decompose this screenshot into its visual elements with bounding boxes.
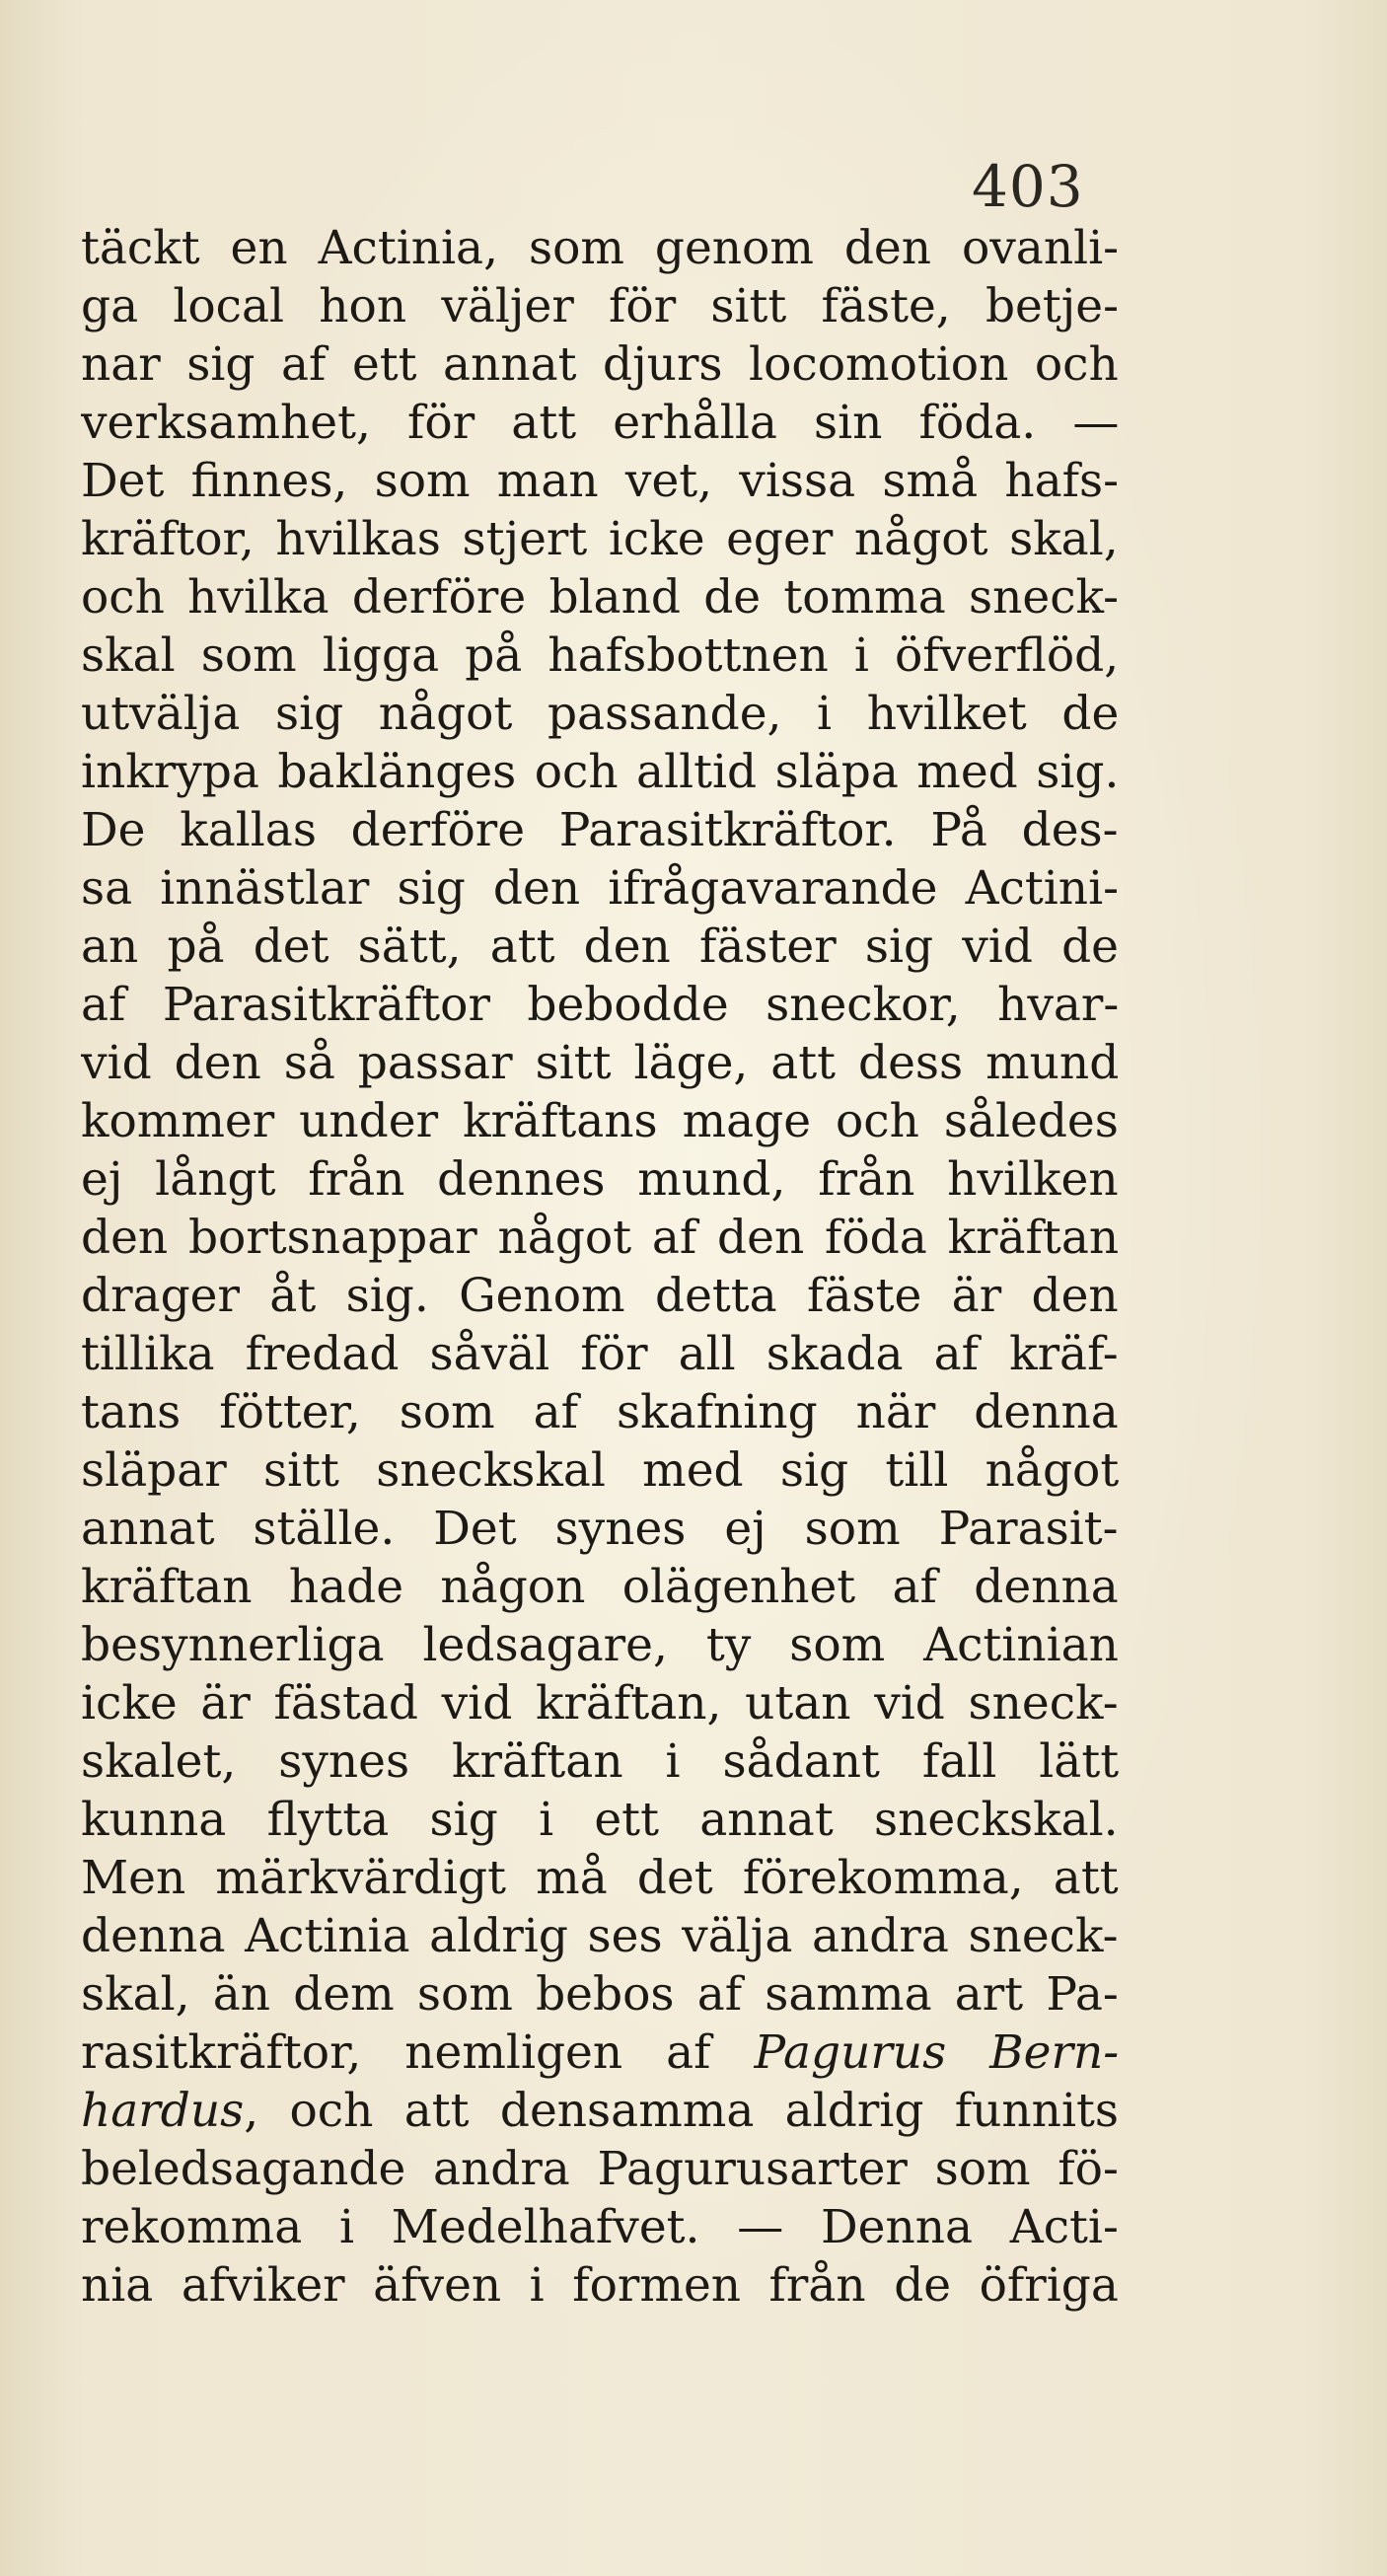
text-line-35 bbox=[81, 2198, 1119, 2256]
text-run: skalet, synes kräftan i sådant fall lätt bbox=[81, 1734, 1119, 1789]
text-line-18 bbox=[81, 1209, 1119, 1267]
text-run: verksamhet, för att erhålla sin föda. — bbox=[81, 396, 1119, 450]
text-run: Det finnes, som man vet, vissa små hafs- bbox=[81, 454, 1119, 508]
text-run: inkrypa baklänges och alltid släpa med sig. bbox=[81, 745, 1119, 799]
text-run: drager åt sig. Genom detta fäste är den bbox=[81, 1269, 1119, 1323]
text-line-23 bbox=[81, 1500, 1119, 1558]
text-line-28 bbox=[81, 1791, 1119, 1849]
text-run: sa innästlar sig den ifrågavarande Actini- bbox=[81, 861, 1119, 916]
text-run: , och att densamma aldrig funnits bbox=[244, 2084, 1119, 2138]
text-line-22 bbox=[81, 1441, 1119, 1500]
text-line-20 bbox=[81, 1325, 1119, 1383]
body-text bbox=[81, 219, 1119, 2315]
text-run: af Parasitkräftor bebodde sneckor, hvar- bbox=[81, 978, 1119, 1032]
text-line-11 bbox=[81, 801, 1119, 859]
text-line-15 bbox=[81, 1034, 1119, 1092]
text-line-19 bbox=[81, 1267, 1119, 1325]
text-line-32 bbox=[81, 2024, 1119, 2082]
text-run: tillika fredad såväl för all skada af kräf- bbox=[81, 1327, 1119, 1381]
text-run: vid den så passar sitt läge, att dess mund bbox=[81, 1036, 1119, 1090]
text-run: ej långt från dennes mund, från hvilken bbox=[81, 1152, 1119, 1207]
page-number: 403 bbox=[972, 153, 1084, 220]
text-run: nar sig af ett annat djurs locomotion och bbox=[81, 337, 1119, 392]
text-run: kunna flytta sig i ett annat sneckskal. bbox=[81, 1793, 1119, 1847]
text-line-14 bbox=[81, 976, 1119, 1034]
text-line-24 bbox=[81, 1558, 1119, 1616]
text-line-1 bbox=[81, 219, 1119, 277]
text-line-16 bbox=[81, 1092, 1119, 1150]
text-run: kräftan hade någon olägenhet af denna bbox=[81, 1560, 1119, 1614]
text-run: kräftor, hvilkas stjert icke eger något skal, bbox=[81, 512, 1119, 566]
text-run: täckt en Actinia, som genom den ovanli- bbox=[81, 221, 1119, 275]
text-run: skal som ligga på hafsbottnen i öfverflöd, bbox=[81, 628, 1119, 683]
text-line-10 bbox=[81, 743, 1119, 801]
text-line-34 bbox=[81, 2140, 1119, 2198]
text-run: beledsagande andra Pagurusarter som fö- bbox=[81, 2142, 1119, 2196]
text-run: rasitkräftor, nemligen af bbox=[81, 2025, 755, 2080]
text-line-2 bbox=[81, 277, 1119, 335]
text-run: utvälja sig något passande, i hvilket de bbox=[81, 687, 1119, 741]
text-run: kommer under kräftans mage och således bbox=[81, 1094, 1119, 1148]
text-line-27 bbox=[81, 1732, 1119, 1791]
text-line-12 bbox=[81, 859, 1119, 918]
text-run: och hvilka derföre bland de tomma sneck- bbox=[81, 570, 1119, 625]
text-line-31 bbox=[81, 1965, 1119, 2024]
text-line-7 bbox=[81, 568, 1119, 626]
text-line-36 bbox=[81, 2256, 1119, 2315]
species-name-italic: Pagurus Bern- bbox=[754, 2025, 1119, 2080]
text-run: ga local hon väljer för sitt fäste, betje- bbox=[81, 279, 1119, 333]
text-line-3 bbox=[81, 335, 1119, 394]
text-run: släpar sitt sneckskal med sig till något bbox=[81, 1443, 1119, 1498]
text-line-21 bbox=[81, 1383, 1119, 1441]
text-line-25 bbox=[81, 1616, 1119, 1674]
text-run: icke är fästad vid kräftan, utan vid sneck- bbox=[81, 1676, 1119, 1730]
text-line-5 bbox=[81, 452, 1119, 510]
text-run: De kallas derföre Parasitkräftor. På des- bbox=[81, 803, 1119, 857]
text-run: tans fötter, som af skafning när denna bbox=[81, 1385, 1119, 1439]
text-line-29 bbox=[81, 1849, 1119, 1907]
text-line-4 bbox=[81, 394, 1119, 452]
text-run: den bortsnappar något af den föda kräftan bbox=[81, 1211, 1119, 1265]
text-run: annat ställe. Det synes ej som Parasit- bbox=[81, 1502, 1119, 1556]
species-name-italic: hardus bbox=[81, 2084, 245, 2138]
text-line-13 bbox=[81, 918, 1119, 976]
text-run: denna Actinia aldrig ses välja andra sneck- bbox=[81, 1909, 1119, 1963]
text-line-17 bbox=[81, 1150, 1119, 1209]
text-run: rekomma i Medelhafvet. — Denna Acti- bbox=[81, 2200, 1119, 2254]
text-line-6 bbox=[81, 510, 1119, 568]
text-run: an på det sätt, att den fäster sig vid de bbox=[81, 920, 1119, 974]
text-line-26 bbox=[81, 1674, 1119, 1732]
text-run: besynnerliga ledsagare, ty som Actinian bbox=[81, 1618, 1119, 1672]
text-run: Men märkvärdigt må det förekomma, att bbox=[81, 1851, 1119, 1905]
text-run: skal, än dem som bebos af samma art Pa- bbox=[81, 1967, 1119, 2022]
text-line-33 bbox=[81, 2082, 1119, 2140]
text-line-8 bbox=[81, 626, 1119, 685]
text-line-30 bbox=[81, 1907, 1119, 1965]
text-line-9 bbox=[81, 685, 1119, 743]
text-run: nia afviker äfven i formen från de öfriga bbox=[81, 2258, 1119, 2313]
